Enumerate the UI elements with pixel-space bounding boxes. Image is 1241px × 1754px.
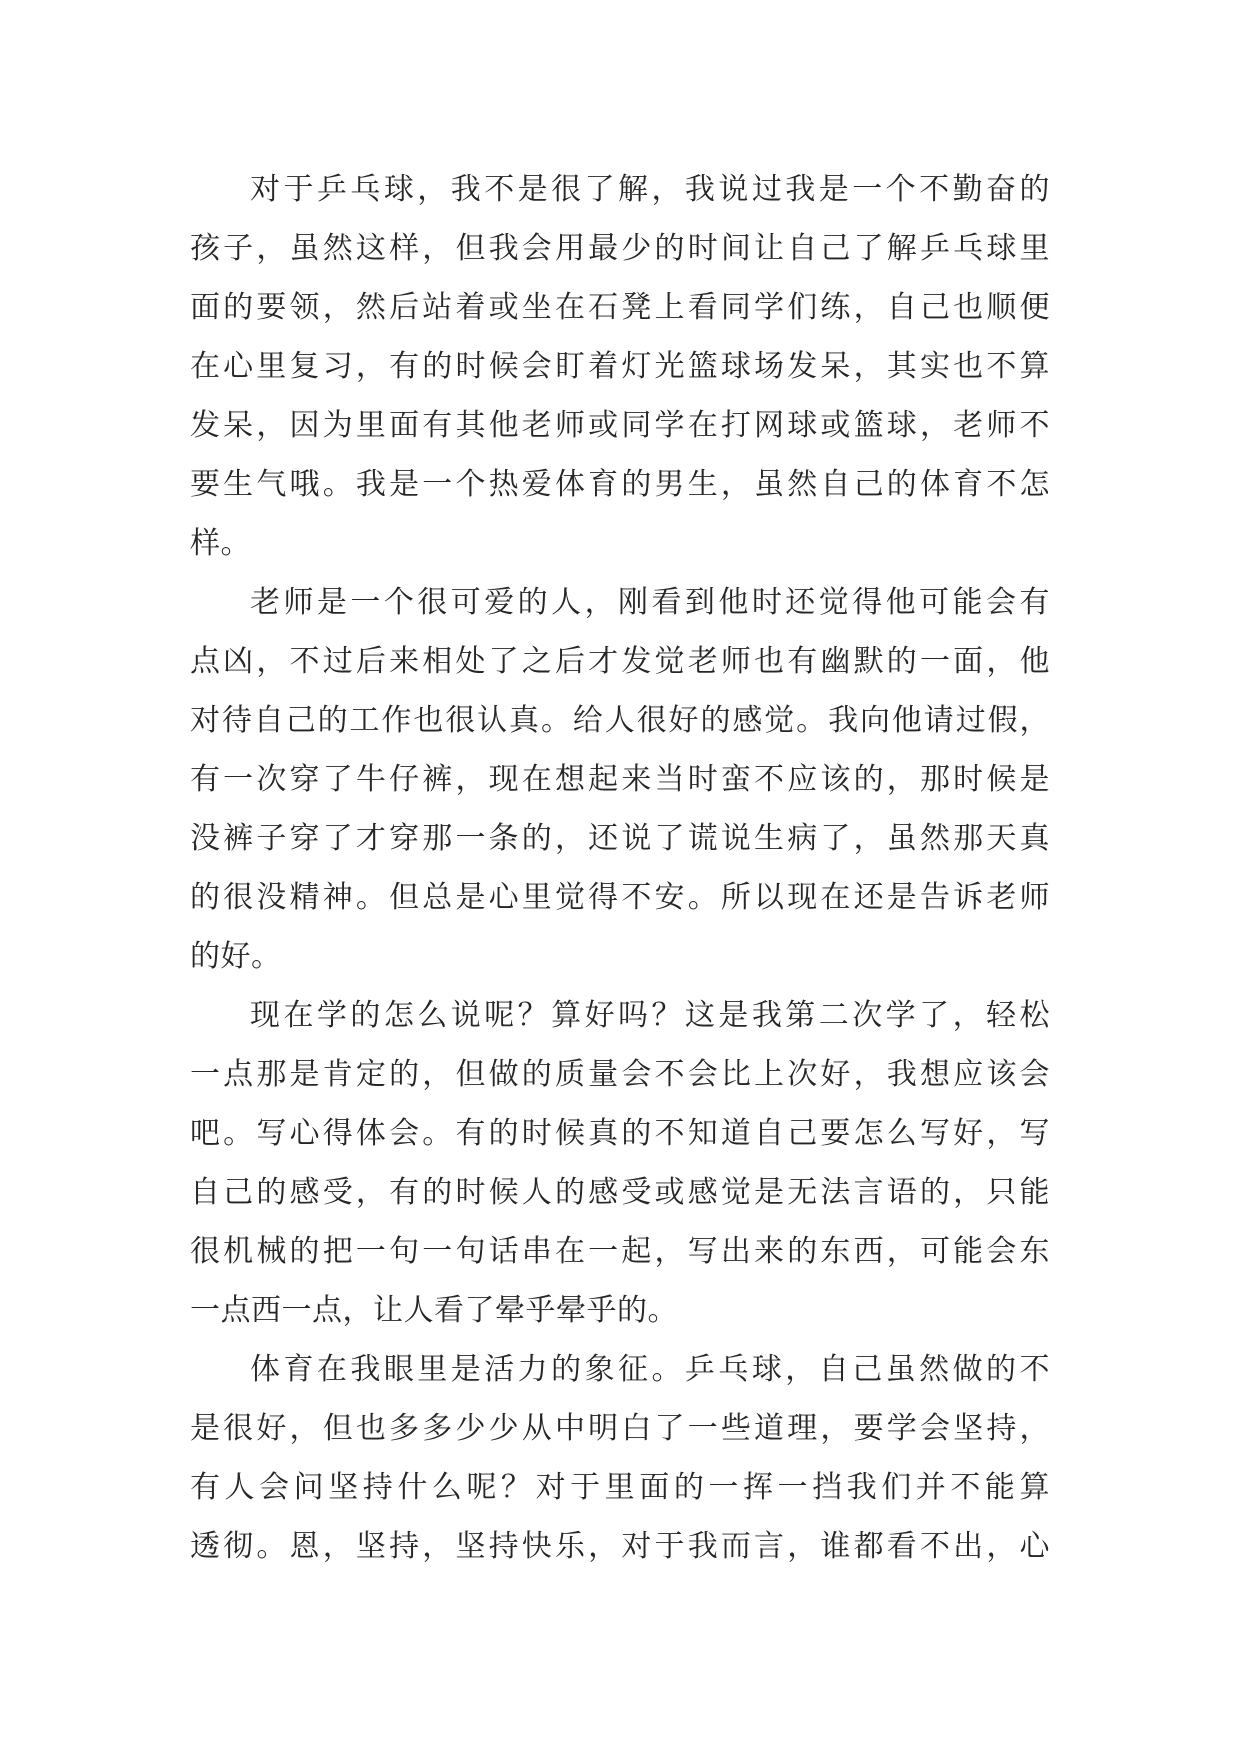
text-line: 的很没精神。但总是心里觉得不安。所以现在还是告诉老师: [190, 880, 1050, 915]
paragraph-1: [190, 160, 1050, 573]
text-line: 要生气哦。我是一个热爱体育的男生，虽然自己的体育不怎: [190, 467, 1050, 502]
text-line: 面的要领，然后站着或坐在石凳上看同学们练，自己也顺便: [190, 290, 1050, 325]
text-line: 透彻。恩，坚持，坚持快乐，对于我而言，谁都看不出，心: [190, 1529, 1050, 1564]
text-line: 体育在我眼里是活力的象征。乒乓球，自己虽然做的不: [250, 1352, 1050, 1387]
document-body: [190, 160, 1050, 1576]
text-line: 对于乒乓球，我不是很了解，我说过我是一个不勤奋的: [250, 172, 1050, 207]
text-line: 有一次穿了牛仔裤，现在想起来当时蛮不应该的，那时候是: [190, 762, 1050, 797]
text-line: 点凶，不过后来相处了之后才发觉老师也有幽默的一面，他: [190, 644, 1050, 679]
paragraph-3: [190, 986, 1050, 1340]
text-line: 一点西一点，让人看了晕乎晕乎的。: [190, 1293, 678, 1328]
text-line: 在心里复习，有的时候会盯着灯光篮球场发呆，其实也不算: [190, 349, 1050, 384]
paragraph-2: [190, 573, 1050, 986]
text-line: 发呆，因为里面有其他老师或同学在打网球或篮球，老师不: [190, 408, 1050, 443]
text-line: 孩子，虽然这样，但我会用最少的时间让自己了解乒乓球里: [190, 231, 1050, 266]
paragraph-4: [190, 1340, 1050, 1576]
text-line: 现在学的怎么说呢？算好吗？这是我第二次学了，轻松: [250, 998, 1050, 1033]
text-line: 自己的感受，有的时候人的感受或感觉是无法言语的，只能: [190, 1175, 1050, 1210]
text-line: 样。: [190, 526, 251, 561]
text-line: 有人会问坚持什么呢？对于里面的一挥一挡我们并不能算: [190, 1470, 1050, 1505]
text-line: 一点那是肯定的，但做的质量会不会比上次好，我想应该会: [190, 1057, 1050, 1092]
text-line: 老师是一个很可爱的人，刚看到他时还觉得他可能会有: [250, 585, 1050, 620]
text-line: 没裤子穿了才穿那一条的，还说了谎说生病了，虽然那天真: [190, 821, 1050, 856]
text-line: 的好。: [190, 939, 282, 974]
text-line: 是很好，但也多多少少从中明白了一些道理，要学会坚持，: [190, 1411, 1050, 1446]
text-line: 对待自己的工作也很认真。给人很好的感觉。我向他请过假，: [190, 703, 1050, 738]
text-line: 很机械的把一句一句话串在一起，写出来的东西，可能会东: [190, 1234, 1050, 1269]
text-line: 吧。写心得体会。有的时候真的不知道自己要怎么写好，写: [190, 1116, 1050, 1151]
